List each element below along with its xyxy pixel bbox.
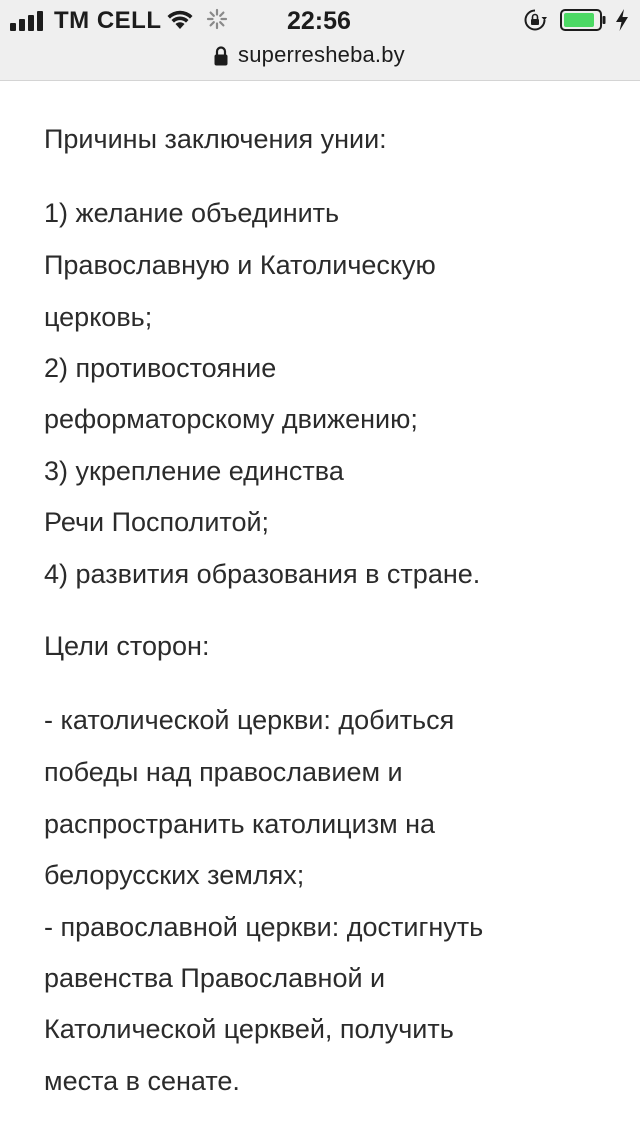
reason-line: реформаторскому движению; <box>44 404 418 434</box>
address-bar[interactable] <box>0 40 640 78</box>
padlock-icon <box>213 45 229 67</box>
reason-line: 4) развития образования в стране. <box>44 559 481 589</box>
goal-line: распространить католицизм на <box>44 809 436 839</box>
reason-line: Речи Посполитой; <box>44 507 270 537</box>
reasons-heading: Причины заключения унии: <box>44 124 387 154</box>
browser-top-bar <box>0 0 640 81</box>
url-text[interactable]: superresheba.by <box>238 42 405 67</box>
goal-line: победы над православием и <box>44 757 403 787</box>
loading-spinner-icon <box>206 8 228 30</box>
wifi-icon <box>166 8 194 30</box>
carrier-name: TM CELL <box>54 7 162 34</box>
goal-line: Католической церквей, получить <box>44 1014 454 1044</box>
goal-line: равенства Православной и <box>44 963 386 993</box>
goal-line: - православной церкви: достигнуть <box>44 912 484 942</box>
goal-line: белорусских землях; <box>44 860 305 890</box>
reason-line: 3) укрепление единства <box>44 456 344 486</box>
goal-line: места в сенате. <box>44 1066 240 1096</box>
reason-line: 1) желание объединить <box>44 198 340 228</box>
clock: 22:56 <box>287 7 351 35</box>
battery-icon <box>560 9 606 31</box>
reason-line: церковь; <box>44 302 153 332</box>
goals-heading: Цели сторон: <box>44 631 210 661</box>
goal-line: - католической церкви: добиться <box>44 705 455 735</box>
reason-line: Православную и Католическую <box>44 250 436 280</box>
signal-icon <box>10 11 50 31</box>
charging-bolt-icon <box>614 8 630 32</box>
rotation-lock-icon <box>523 8 547 32</box>
status-bar <box>0 0 640 40</box>
reason-line: 2) противостояние <box>44 353 277 383</box>
